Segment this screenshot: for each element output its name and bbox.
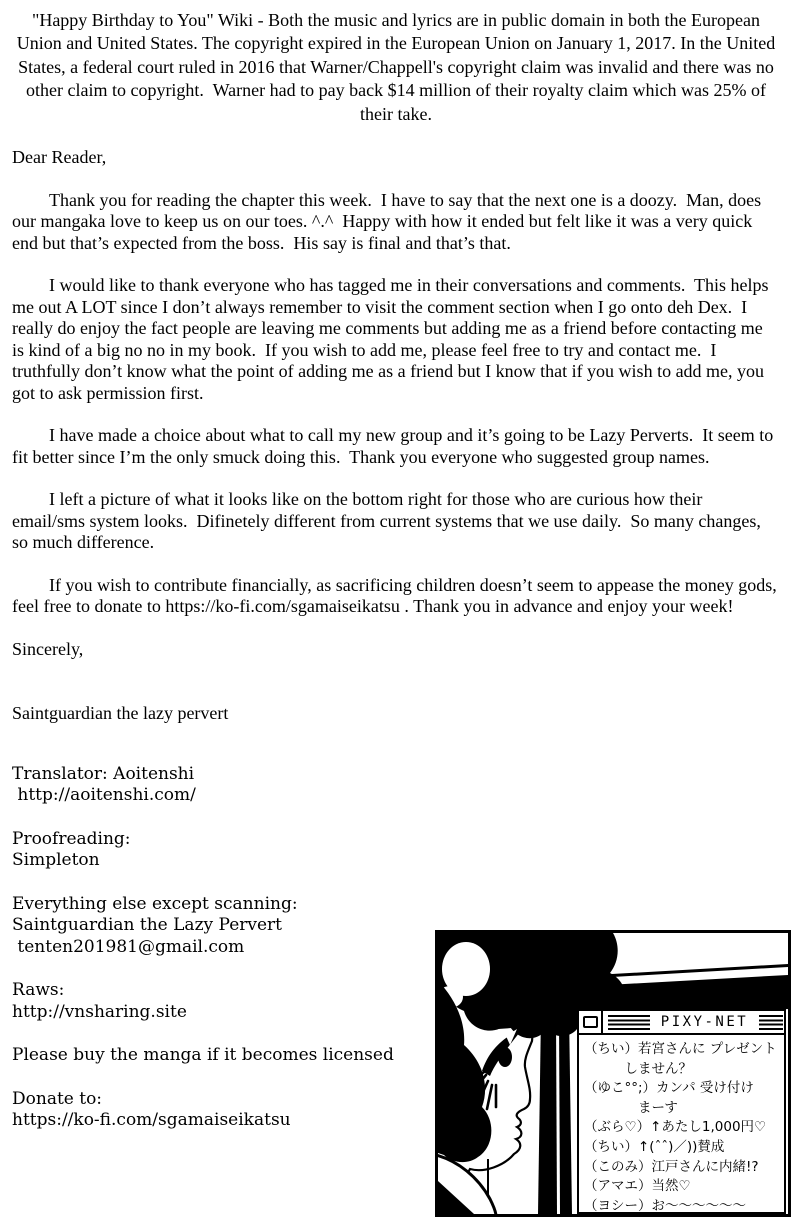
- credit-url: https://ko-fi.com/sgamaiseikatsu: [12, 1110, 291, 1131]
- chat-message-list: [579, 1035, 784, 1214]
- window-titlebar: [579, 1011, 784, 1035]
- credit-url: http://vnsharing.site: [12, 1001, 187, 1022]
- letter-paragraph: I would like to thank everyone who has tagged me in their conversations and comments. This helps me out A LOT since I don’t always remember to visit the comment section when I go onto deh Dex. I really do enjoy the fact people are leaving me comments but adding me as a friend before contacting me is kind of a big no no in my book. If you wish to add me, please feel free to try and contact me. I truthfully don’t know what the point of adding me as a friend but I know that if you wish to add me, you got to ask permission first.: [12, 275, 774, 403]
- chat-message: （ちい）若宮さんに プレゼント: [584, 1041, 777, 1057]
- copyright-note: "Happy Birthday to You" Wiki - Both the music and lyrics are in public domain in both the European Union and United States. The copyright expired in the European Union on January 1, 2017. In the United States, a federal court ruled in 2016 that Warner/Chappell's copyright claim was invalid and there was no other claim to copyright. Warner had to pay back $14 million of their royalty claim which was 25% of their take.: [16, 10, 780, 124]
- letter-paragraph: I left a picture of what it looks like on the bottom right for those who are curious how their email/sms system looks. Difinetely different from current systems that we use daily. So many changes, so much difference.: [12, 489, 766, 553]
- credit-email: tenten201981@gmail.com: [12, 936, 245, 957]
- manga-panel: [435, 930, 791, 1217]
- pixy-net-chat-window: [577, 1009, 786, 1214]
- reader-letter: [12, 147, 782, 725]
- chat-message: （このみ）江戸さんに内緒!?: [584, 1158, 759, 1175]
- chat-message: （ぶら♡）↑あたし1,000円♡: [584, 1119, 767, 1136]
- credit-line: Proofreading:: [12, 828, 131, 849]
- credit-line: Translator: Aoitenshi: [12, 763, 195, 784]
- credit-line: Please buy the manga if it becomes licensed: [12, 1045, 394, 1066]
- credit-line: Simpleton: [12, 850, 100, 871]
- chat-message: （ゆこ°°;）カンパ 受け付け: [584, 1080, 754, 1097]
- titlebar-menu-lines-icon: [759, 1015, 783, 1030]
- chat-message: （アマエ）当然♡: [584, 1178, 691, 1195]
- credit-line: Raws:: [12, 980, 65, 1001]
- letter-paragraph: If you wish to contribute financially, as sacrificing children doesn’t seem to appease the money gods, feel free to donate to https://ko-fi.com/sgamaiseikatsu . Thank you in advance and enjoy your week!: [12, 574, 782, 617]
- letter-closing: Sincerely,: [12, 638, 84, 659]
- letter-signature: Saintguardian the lazy pervert: [12, 703, 229, 724]
- credit-line: Saintguardian the Lazy Pervert: [12, 915, 283, 936]
- credit-url: http://aoitenshi.com/: [12, 785, 196, 806]
- letter-salutation: Dear Reader,: [12, 147, 107, 168]
- credit-translator: [12, 764, 778, 807]
- window-control-box-icon: [583, 1016, 598, 1028]
- credit-line: Everything else except scanning:: [12, 893, 298, 914]
- credit-line: Donate to:: [12, 1088, 103, 1109]
- titlebar-menu-lines-icon: [608, 1015, 650, 1030]
- letter-paragraph: Thank you for reading the chapter this week. I have to say that the next one is a doozy. Man, does our mangaka love to keep us on our toes. ^.^ Happy with how it ended but felt like it was a very quick end but that’s expected from the boss. His say is final and that’s that.: [12, 189, 766, 253]
- chat-message: まーす: [584, 1099, 678, 1116]
- chat-message: （ヨシー）お～～～～～～: [584, 1197, 746, 1214]
- chat-message: （ちい）↑(ˆˆ)／))賛成: [584, 1138, 725, 1155]
- letter-paragraph: I have made a choice about what to call my new group and it’s going to be Lazy Perverts. It seem to fit better since I’m the only smuck doing this. Thank you everyone who suggested group names.: [12, 425, 778, 467]
- credit-proofreading: [12, 829, 778, 872]
- window-title: PIXY-NET: [660, 1014, 749, 1030]
- chat-message: しません？: [584, 1060, 692, 1077]
